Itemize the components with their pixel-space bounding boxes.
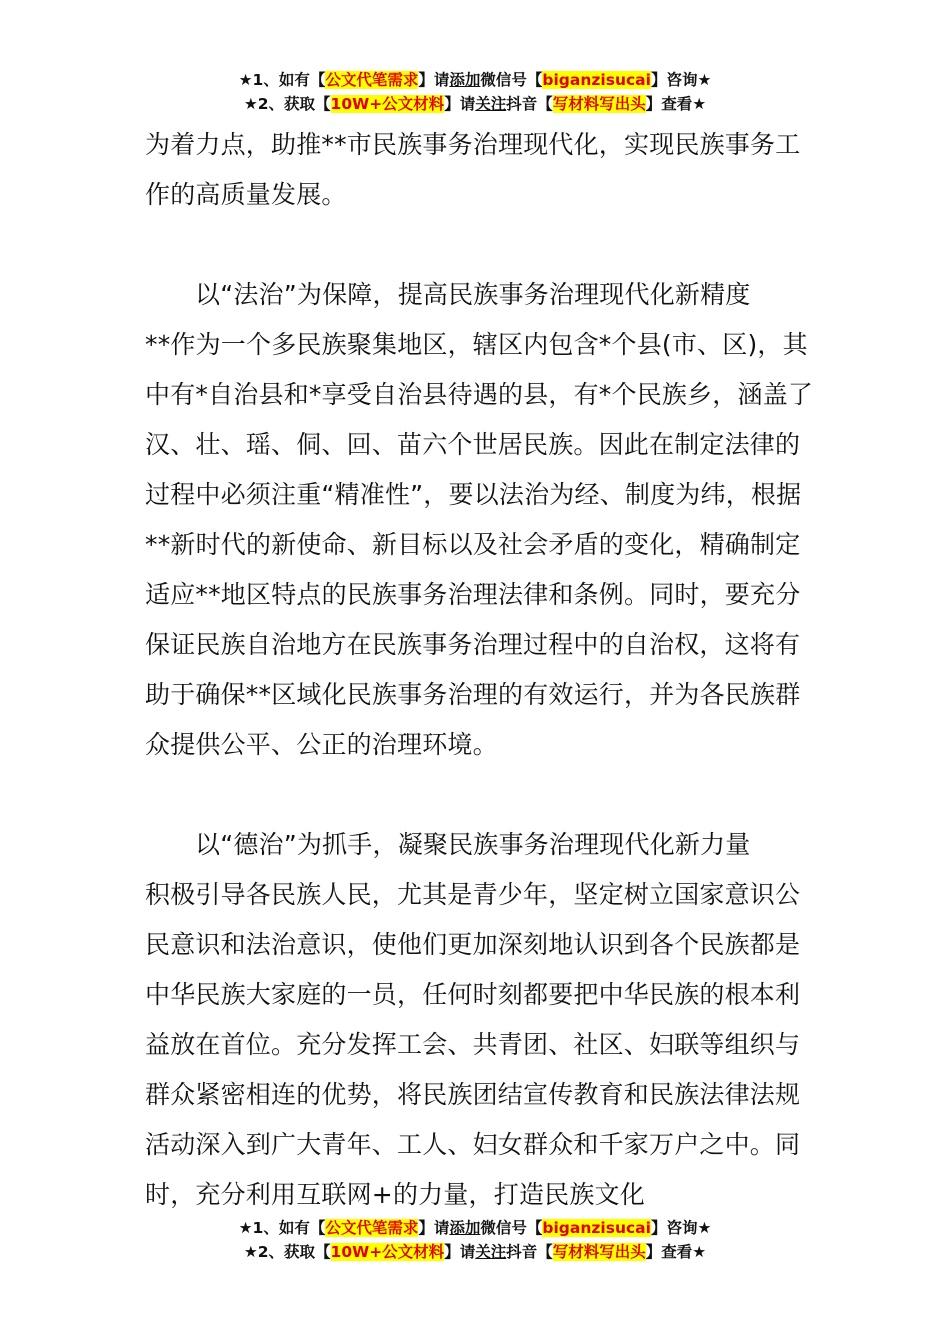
banner-text: 微信号【 — [480, 1219, 543, 1237]
paragraph-gap — [145, 220, 825, 270]
banner-wechat-id: biganzisucai — [542, 71, 651, 89]
banner-text: ★1、如有【 — [238, 71, 326, 89]
banner-underlined: 关注 — [475, 1243, 507, 1261]
document-body — [145, 120, 825, 1220]
banner-text: 】查看★ — [645, 1243, 707, 1261]
banner-text: ★2、获取【 — [243, 1243, 331, 1261]
banner-line-1 — [0, 68, 950, 92]
banner-line-2 — [0, 1240, 950, 1264]
banner-text: 】请 — [444, 95, 476, 113]
section-heading-rule-of-law: 以“法治”为保障，提高民族事务治理现代化新精度 — [195, 280, 751, 309]
banner-text: 】咨询★ — [650, 71, 712, 89]
paragraph-rule-of-virtue: 积极引导各民族人民，尤其是青少年，坚定树立国家意识公民意识和法治意识，使他们更加深刻地认识到各个民族都是中华民族大家庭的一员，任何时刻都要把中华民族的根本利益放在首位。充分发挥工会、共青团、社区、妇联等组织与群众紧密相连的优势，将民族团结宣传教育和民族法律法规活动深入到广大青年、工人、妇女群众和千家万户之中。同时，充分利用互联网+的力量，打造民族文化 — [145, 880, 801, 1209]
banner-line-1 — [0, 1216, 950, 1240]
banner-text: 】请 — [418, 1219, 450, 1237]
banner-underlined: 添加 — [449, 71, 481, 89]
banner-highlight: 10W+公文材料 — [330, 95, 445, 113]
banner-highlight: 10W+公文材料 — [330, 1243, 445, 1261]
banner-text: 】请 — [418, 71, 450, 89]
paragraph-gap — [145, 770, 825, 820]
banner-text: 微信号【 — [480, 71, 543, 89]
banner-text: 抖音【 — [506, 1243, 553, 1261]
banner-text: 】咨询★ — [650, 1219, 712, 1237]
banner-line-2 — [0, 92, 950, 116]
banner-text: 】查看★ — [645, 95, 707, 113]
banner-douyin-id: 写材料写出头 — [552, 1243, 646, 1261]
banner-text: 抖音【 — [506, 95, 553, 113]
banner-underlined: 关注 — [475, 95, 507, 113]
banner-text: ★1、如有【 — [238, 1219, 326, 1237]
section-heading-rule-of-virtue: 以“德治”为抓手，凝聚民族事务治理现代化新力量 — [195, 830, 751, 859]
footer-banner — [0, 1216, 950, 1264]
header-banner — [0, 68, 950, 116]
banner-wechat-id: biganzisucai — [542, 1219, 651, 1237]
banner-text: 】请 — [444, 1243, 476, 1261]
banner-douyin-id: 写材料写出头 — [552, 95, 646, 113]
paragraph-rule-of-law: **作为一个多民族聚集地区，辖区内包含*个县(市、区)，其中有*自治县和*享受自治县待遇的县，有*个民族乡，涵盖了汉、壮、瑶、侗、回、苗六个世居民族。因此在制定法律的过程中必须注重“精准性”，要以法治为经、制度为纬，根据**新时代的新使命、新目标以及社会矛盾的变化，精确制定适应**地区特点的民族事务治理法律和条例。同时，要充分保证民族自治地方在民族事务治理过程中的自治权，这将有助于确保**区域化民族事务治理的有效运行，并为各民族群众提供公平、公正的治理环境。 — [145, 330, 814, 759]
banner-text: ★2、获取【 — [243, 95, 331, 113]
banner-highlight: 公文代笔需求 — [325, 1219, 419, 1237]
banner-underlined: 添加 — [449, 1219, 481, 1237]
banner-highlight: 公文代笔需求 — [325, 71, 419, 89]
paragraph-continuation: 为着力点，助推**市民族事务治理现代化，实现民族事务工作的高质量发展。 — [145, 130, 801, 209]
